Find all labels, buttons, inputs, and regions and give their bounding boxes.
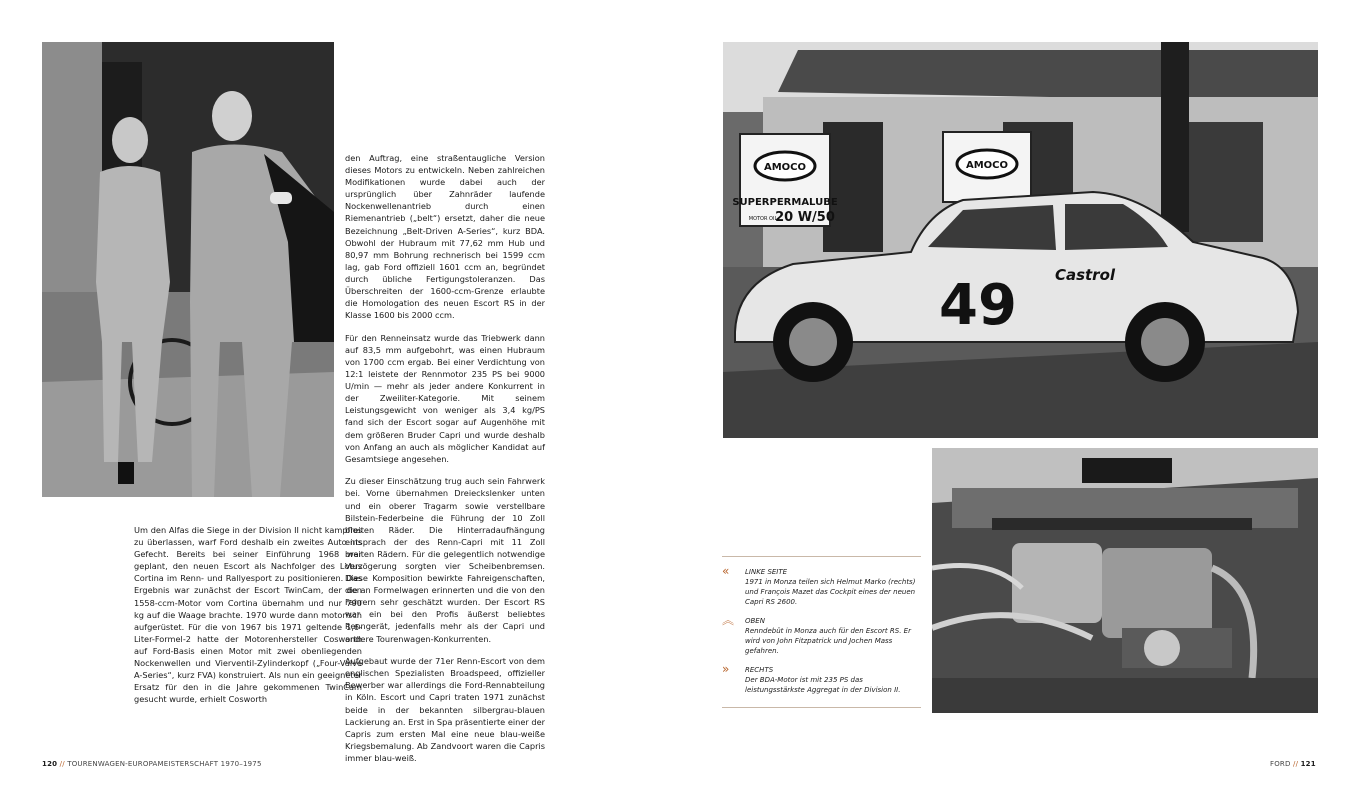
caption-text: Der BDA-Motor ist mit 235 PS das leistungsstärkste Aggregat in der Division II. xyxy=(745,676,901,694)
text-column-2 xyxy=(345,152,545,764)
running-title: FORD xyxy=(1270,760,1291,768)
double-chevron-left-icon: « xyxy=(722,564,730,578)
right-page-footer xyxy=(1270,760,1316,768)
racecar-photo xyxy=(723,42,1318,438)
photo-captions xyxy=(722,556,921,708)
sign-line-1: SUPERPERMALUBE xyxy=(732,197,838,208)
paragraph: Um den Alfas die Siege in der Division II nicht kampflos zu überlassen, warf Ford deshalb ein zweites Auto ins Gefecht. Bereits bei seiner Einführung 1968 war geplant, den neuen Escort als Nachfolger des Lotus Cortina im Renn- und Rallyesport zu positionieren. Das Ergebnis war zunächst der Escort TwinCam, der den 1558-ccm-Motor vom Cortina übernahm und nur 790 kg auf die Waage brachte. 1970 wurde dann motorisch aufgerüstet. Für die von 1967 bis 1971 geltende 1,6-Liter-Formel-2 hatte der Motorenhersteller Cosworth auf Ford-Basis einen Motor mit zwei obenliegenden Nockenwellen und Vierventil-Zylinderkopf („Four-Valve A-Series“, kurz FVA) konstruiert. Als nun ein geeigneter Ersatz für den in die Jahre gekommenen TwinCam gesucht wurde, erhielt Cosworth xyxy=(134,525,362,705)
sign-brand-left: AMOCO xyxy=(763,162,807,173)
paragraph: Aufgebaut wurde der 71er Renn-Escort von dem englischen Spezialisten Broadspeed, offizieller Bewerber war allerdings die Ford-Rennabteilung in Köln. Escort und Capri traten 1971 zunächst beide in der bekannten silbergrau-blauen Lackierung an. Erst in Spa präsentierte einer der Capris zum ersten Mal eine neue blau-weiße Kriegsbemalung. Ab Zandvoort waren die Capris immer blau-weiß. xyxy=(345,656,545,763)
footer-separator: // xyxy=(59,760,65,768)
page-number: 120 xyxy=(42,760,58,768)
text-column-1 xyxy=(134,524,362,705)
sponsor-logo: Castrol xyxy=(1054,266,1116,284)
engine-photo xyxy=(932,448,1318,713)
sign-brand-right: AMOCO xyxy=(965,160,1009,171)
caption-heading: OBEN xyxy=(745,617,765,625)
double-chevron-up-icon: ︽ xyxy=(722,613,735,627)
caption-top xyxy=(722,613,921,656)
drivers-photo xyxy=(42,42,334,497)
double-chevron-right-icon: » xyxy=(722,662,730,676)
sign-line-2: MOTOR OIL xyxy=(748,216,778,222)
page-number: 121 xyxy=(1300,760,1316,768)
caption-heading: RECHTS xyxy=(745,666,774,674)
race-number: 49 xyxy=(939,273,1017,338)
caption-left-page xyxy=(722,564,921,607)
caption-heading: LINKE SEITE xyxy=(745,568,788,576)
paragraph: Für den Renneinsatz wurde das Triebwerk dann auf 83,5 mm aufgebohrt, was einen Hubraum von 1700 ccm ergab. Bei einer Verdichtung von 12:1 leistete der Rennmotor 235 PS bei 9000 U/min — mehr als jeder andere Konkurrent in der Zweiliter-Kategorie. Mit seinem Leistungsgewicht von weniger als 3,4 kg/PS fand sich der Escort sogar auf Augenhöhe mit dem größeren Bruder Capri und wurde deshalb von Anfang an auch als möglicher Kandidat auf Gesamtsiege angesehen. xyxy=(345,332,545,464)
caption-text: Renndebüt in Monza auch für den Escort RS. Er wird von John Fitzpatrick und Jochen Mass gefahren. xyxy=(745,627,911,655)
running-title: TOURENWAGEN-EUROPAMEISTERSCHAFT 1970–1975 xyxy=(67,760,262,768)
paragraph: Zu dieser Einschätzung trug auch sein Fahrwerk bei. Vorne übernahmen Dreieckslenker unten und ein oberer Tragarm sowie verstellbare Bilstein-Federbeine die Führung der 10 Zoll breiten Räder. Die Hinterradaufhängung entsprach der des Renn-Capri mit 11 Zoll breiten Rädern. Für die gelegentlich notwendige Verzögerung sorgten vier Scheibenbremsen. Diese Komposition bewirkte Fahreigenschaften, die an Formelwagen erinnerten und die von den Fahrern sehr geschätzt wurden. Der Escort RS war ein bei den Profis äußerst beliebtes Renngerät, jedenfalls mehr als der Capri und andere Tourenwagen-Konkurrenten. xyxy=(345,476,545,644)
caption-text: 1971 in Monza teilen sich Helmut Marko (rechts) und François Mazet das Cockpit eines der neuen Capri RS 2600. xyxy=(745,578,916,606)
footer-separator: // xyxy=(1293,760,1299,768)
paragraph: den Auftrag, eine straßentaugliche Version dieses Motors zu entwickeln. Neben zahlreichen Modifikationen wurde dabei auch der ursprünglich über Zahnräder laufende Nockenwellenantrieb durch einen Riemenantrieb („belt“) ersetzt, daher die neue Bezeichnung „Belt-Driven A-Series“, kurz BDA. Obwohl der Hubraum mit 77,62 mm Hub und 80,97 mm Bohrung rechnerisch bei 1599 ccm lag, gab Ford offiziell 1601 ccm an, begründet durch übliche Fertigungstoleranzen. Das Überschreiten der 1600-ccm-Grenze erlaubte die Homologation des neuen Escort RS in der Klasse 1600 bis 2000 ccm. xyxy=(345,153,545,321)
left-page-footer xyxy=(42,760,262,768)
caption-right xyxy=(722,662,921,695)
sign-line-3: 20 W/50 xyxy=(775,210,835,225)
